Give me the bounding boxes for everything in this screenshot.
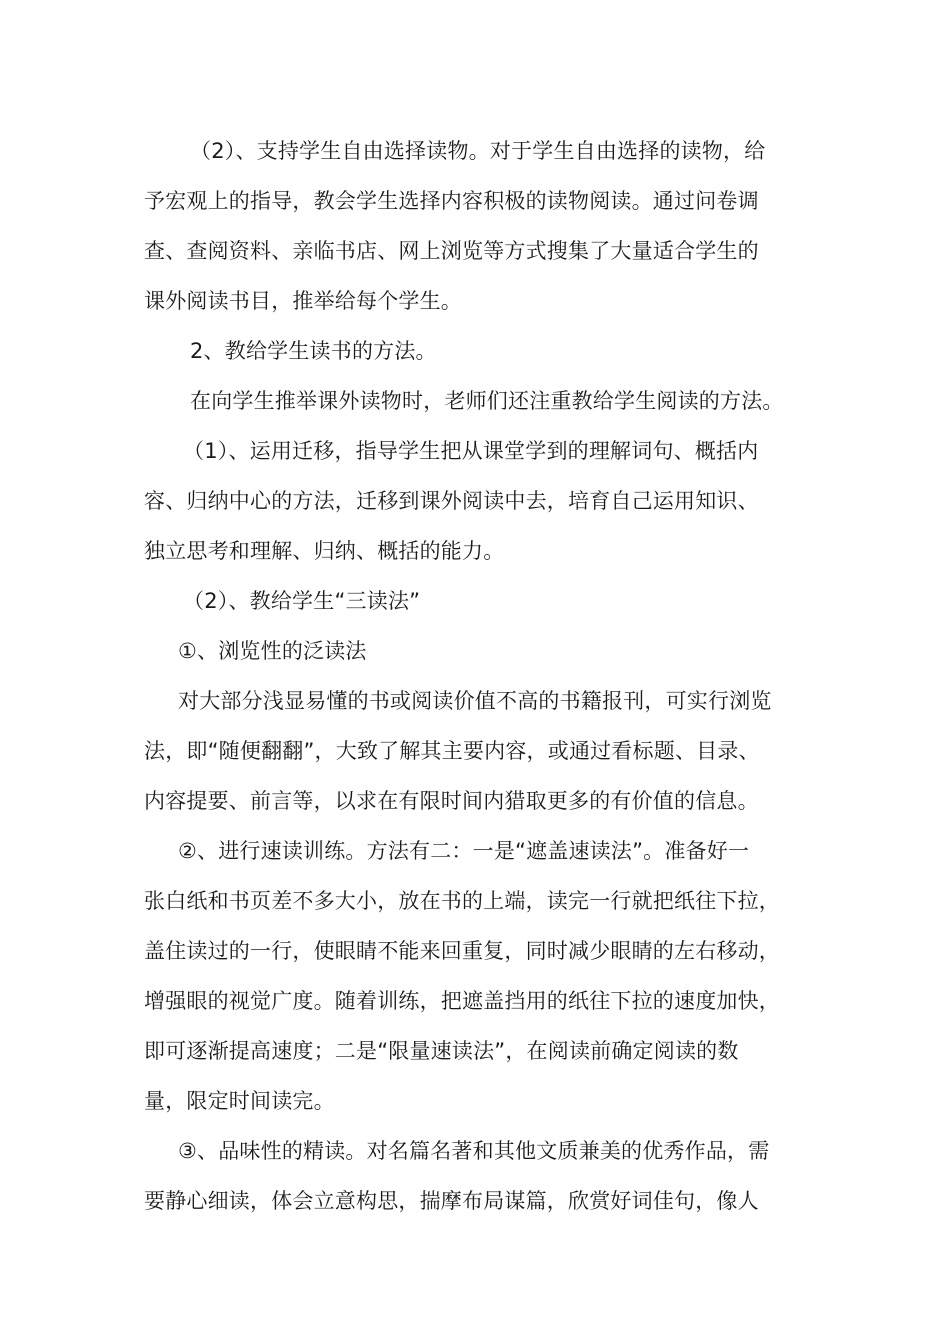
text-line: 对大部分浅显易懂的书或阅读价值不高的书籍报刊，可实行浏览 — [178, 689, 772, 713]
text-line: 容、归纳中心的方法，迁移到课外阅读中去，培育自己运用知识、 — [144, 489, 759, 513]
text-line: 盖住读过的一行，使眼睛不能来回重复，同时减少眼睛的左右移动， — [144, 939, 780, 963]
text-line: ②、进行速读训练。方法有二：一是“遮盖速读法”。准备好一 — [178, 839, 750, 863]
text-line: ③、品味性的精读。对名篇名著和其他文质兼美的优秀作品，需 — [178, 1139, 770, 1163]
subsection-heading: ①、浏览性的泛读法 — [178, 639, 367, 663]
text-line: 内容提要、前言等，以求在有限时间内猎取更多的有价值的信息。 — [144, 789, 759, 813]
text-line: 在向学生推举课外读物时，老师们还注重教给学生阅读的方法。 — [190, 389, 784, 413]
text-line: （2）、支持学生自由选择读物。对于学生自由选择的读物，给 — [190, 139, 766, 163]
text-line: 增强眼的视觉广度。随着训练，把遮盖挡用的纸往下拉的速度加快， — [144, 989, 780, 1013]
text-line: 法，即“随便翻翻”，大致了解其主要内容，或通过看标题、目录、 — [144, 739, 760, 763]
text-line: 予宏观上的指导，教会学生选择内容积极的读物阅读。通过问卷调 — [144, 189, 759, 213]
section-heading: 2、教给学生读书的方法。 — [190, 339, 437, 363]
text-line: （1）、运用迁移，指导学生把从课堂学到的理解词句、概括内 — [183, 439, 759, 463]
text-line: 要静心细读，体会立意构思，揣摩布局谋篇，欣赏好词佳句，像人 — [144, 1189, 759, 1213]
text-line: 查、查阅资料、亲临书店、网上浏览等方式搜集了大量适合学生的 — [144, 239, 759, 263]
text-line: 即可逐渐提高速度；二是“限量速读法”，在阅读前确定阅读的数 — [144, 1039, 739, 1063]
text-line: 张白纸和书页差不多大小，放在书的上端，读完一行就把纸往下拉， — [144, 889, 780, 913]
text-line: 课外阅读书目，推举给每个学生。 — [144, 289, 462, 313]
text-line: 量，限定时间读完。 — [144, 1089, 335, 1113]
text-line: 独立思考和理解、归纳、概括的能力。 — [144, 539, 505, 563]
subsection-heading: （2）、教给学生“三读法” — [183, 589, 421, 613]
